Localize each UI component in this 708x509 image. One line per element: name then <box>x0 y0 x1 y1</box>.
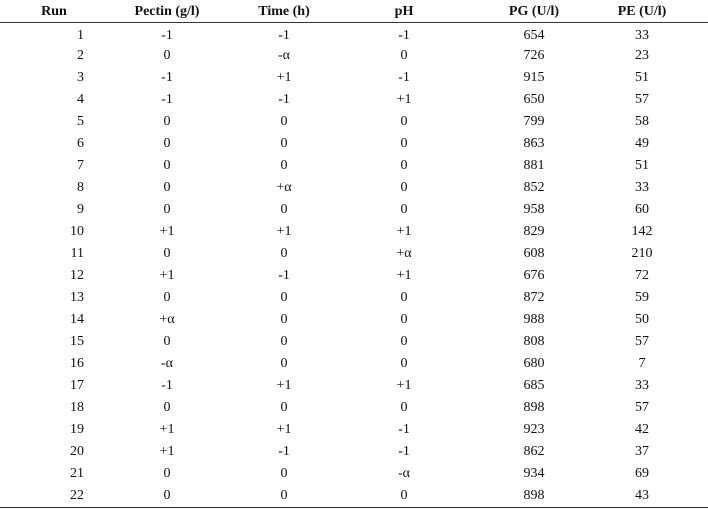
ph-cell: 0 <box>400 312 408 327</box>
time-cell: +1 <box>276 70 292 85</box>
time-cell: +1 <box>276 422 292 437</box>
pectin-cell: +1 <box>159 268 175 283</box>
pg-cell: 680 <box>523 356 545 371</box>
column-header-time: Time (h) <box>258 4 310 19</box>
pe-cell: 57 <box>635 92 649 107</box>
ph-cell: 0 <box>400 400 408 415</box>
table-row <box>0 268 708 288</box>
pg-cell: 726 <box>523 48 545 63</box>
table-row <box>0 180 708 200</box>
column-header-ph: pH <box>394 4 414 19</box>
pectin-cell: 0 <box>163 290 171 305</box>
pe-cell: 50 <box>635 312 649 327</box>
pg-cell: 934 <box>523 466 545 481</box>
pg-cell: 923 <box>523 422 545 437</box>
pg-cell: 872 <box>523 290 545 305</box>
ph-cell: 0 <box>400 48 408 63</box>
pectin-cell: -1 <box>161 28 173 43</box>
pg-cell: 863 <box>523 136 545 151</box>
pe-cell: 57 <box>635 334 649 349</box>
pe-cell: 33 <box>635 180 649 195</box>
pectin-cell: 0 <box>163 202 171 217</box>
run-cell: 9 <box>77 202 84 217</box>
ph-cell: 0 <box>400 290 408 305</box>
pe-cell: 7 <box>638 356 646 371</box>
pectin-cell: +1 <box>159 444 175 459</box>
table-row <box>0 136 708 156</box>
pe-cell: 210 <box>631 246 653 261</box>
pe-cell: 33 <box>635 378 649 393</box>
table-row <box>0 356 708 376</box>
pe-cell: 51 <box>635 158 649 173</box>
ph-cell: 0 <box>400 202 408 217</box>
run-cell: 8 <box>77 180 84 195</box>
table-row <box>0 378 708 398</box>
pg-cell: 685 <box>523 378 545 393</box>
ph-cell: 0 <box>400 136 408 151</box>
run-cell: 19 <box>70 422 84 437</box>
run-cell: 14 <box>70 312 84 327</box>
pg-cell: 608 <box>523 246 545 261</box>
time-cell: 0 <box>280 488 288 503</box>
pe-cell: 33 <box>635 28 649 43</box>
table-row <box>0 48 708 68</box>
run-cell: 16 <box>70 356 84 371</box>
run-cell: 22 <box>70 488 84 503</box>
pg-cell: 862 <box>523 444 545 459</box>
column-header-pe: PE (U/l) <box>617 4 667 19</box>
pectin-cell: 0 <box>163 48 171 63</box>
pg-cell: 881 <box>523 158 545 173</box>
run-cell: 20 <box>70 444 84 459</box>
table-row <box>0 400 708 420</box>
pg-cell: 898 <box>523 488 545 503</box>
time-cell: 0 <box>280 334 288 349</box>
pectin-cell: +1 <box>159 422 175 437</box>
ph-cell: +α <box>396 246 412 261</box>
table-row <box>0 488 708 508</box>
pe-cell: 37 <box>635 444 649 459</box>
ph-cell: 0 <box>400 488 408 503</box>
run-cell: 13 <box>70 290 84 305</box>
pe-cell: 23 <box>635 48 649 63</box>
run-cell: 11 <box>70 246 84 261</box>
run-cell: 4 <box>77 92 84 107</box>
run-cell: 2 <box>77 48 84 63</box>
pectin-cell: 0 <box>163 334 171 349</box>
time-cell: 0 <box>280 356 288 371</box>
run-cell: 18 <box>70 400 84 415</box>
run-cell: 21 <box>70 466 84 481</box>
ph-cell: +1 <box>396 92 412 107</box>
ph-cell: -1 <box>398 70 410 85</box>
table-header-row <box>0 0 708 22</box>
pectin-cell: 0 <box>163 158 171 173</box>
ph-cell: -α <box>398 466 410 481</box>
table-row <box>0 28 708 48</box>
pe-cell: 57 <box>635 400 649 415</box>
pectin-cell: -α <box>161 356 173 371</box>
time-cell: +α <box>276 180 292 195</box>
pg-cell: 676 <box>523 268 545 283</box>
run-cell: 7 <box>77 158 84 173</box>
ph-cell: -1 <box>398 444 410 459</box>
pe-cell: 142 <box>631 224 653 239</box>
pg-cell: 799 <box>523 114 545 129</box>
ph-cell: -1 <box>398 28 410 43</box>
pg-cell: 852 <box>523 180 545 195</box>
pg-cell: 898 <box>523 400 545 415</box>
pe-cell: 58 <box>635 114 649 129</box>
pe-cell: 72 <box>635 268 649 283</box>
pectin-cell: 0 <box>163 246 171 261</box>
table-row <box>0 444 708 464</box>
pg-cell: 808 <box>523 334 545 349</box>
pe-cell: 42 <box>635 422 649 437</box>
pectin-cell: +1 <box>159 224 175 239</box>
time-cell: 0 <box>280 202 288 217</box>
run-cell: 10 <box>70 224 84 239</box>
ph-cell: 0 <box>400 158 408 173</box>
pe-cell: 51 <box>635 70 649 85</box>
time-cell: -1 <box>278 28 290 43</box>
pectin-cell: -1 <box>161 378 173 393</box>
run-cell: 3 <box>77 70 84 85</box>
pe-cell: 59 <box>635 290 649 305</box>
time-cell: +1 <box>276 224 292 239</box>
time-cell: 0 <box>280 158 288 173</box>
ph-cell: 0 <box>400 180 408 195</box>
ph-cell: +1 <box>396 224 412 239</box>
column-header-pg: PG (U/l) <box>508 4 560 19</box>
table-row <box>0 158 708 178</box>
pectin-cell: 0 <box>163 136 171 151</box>
run-cell: 17 <box>70 378 84 393</box>
table-row <box>0 466 708 486</box>
pectin-cell: -1 <box>161 70 173 85</box>
time-cell: +1 <box>276 378 292 393</box>
column-header-pectin: Pectin (g/l) <box>134 4 200 19</box>
pg-cell: 650 <box>523 92 545 107</box>
table-row <box>0 92 708 112</box>
time-cell: 0 <box>280 466 288 481</box>
run-cell: 15 <box>70 334 84 349</box>
run-cell: 6 <box>77 136 84 151</box>
run-cell: 12 <box>70 268 84 283</box>
pectin-cell: 0 <box>163 114 171 129</box>
pe-cell: 69 <box>635 466 649 481</box>
time-cell: 0 <box>280 114 288 129</box>
table-row <box>0 290 708 310</box>
table-row <box>0 312 708 332</box>
table-row <box>0 246 708 266</box>
time-cell: -1 <box>278 92 290 107</box>
table-row <box>0 224 708 244</box>
ph-cell: +1 <box>396 268 412 283</box>
run-cell: 5 <box>77 114 84 129</box>
pectin-cell: 0 <box>163 466 171 481</box>
time-cell: 0 <box>280 246 288 261</box>
pe-cell: 49 <box>635 136 649 151</box>
pe-cell: 60 <box>635 202 649 217</box>
ph-cell: 0 <box>400 356 408 371</box>
pectin-cell: +α <box>159 312 175 327</box>
pectin-cell: 0 <box>163 488 171 503</box>
run-cell: 1 <box>77 28 84 43</box>
table-row <box>0 70 708 90</box>
pg-cell: 958 <box>523 202 545 217</box>
ph-cell: +1 <box>396 378 412 393</box>
time-cell: 0 <box>280 400 288 415</box>
pg-cell: 915 <box>523 70 545 85</box>
pectin-cell: 0 <box>163 400 171 415</box>
time-cell: 0 <box>280 312 288 327</box>
table-row <box>0 114 708 134</box>
ph-cell: -1 <box>398 422 410 437</box>
pg-cell: 829 <box>523 224 545 239</box>
time-cell: -1 <box>278 444 290 459</box>
bottom-rule <box>0 507 708 508</box>
table-row <box>0 422 708 442</box>
ph-cell: 0 <box>400 114 408 129</box>
table-row <box>0 334 708 354</box>
column-header-run: Run <box>41 4 67 19</box>
pe-cell: 43 <box>635 488 649 503</box>
pg-cell: 988 <box>523 312 545 327</box>
table-row <box>0 202 708 222</box>
header-rule <box>0 22 708 23</box>
time-cell: -α <box>278 48 290 63</box>
pectin-cell: 0 <box>163 180 171 195</box>
time-cell: 0 <box>280 136 288 151</box>
ph-cell: 0 <box>400 334 408 349</box>
time-cell: 0 <box>280 290 288 305</box>
pg-cell: 654 <box>523 28 545 43</box>
pectin-cell: -1 <box>161 92 173 107</box>
time-cell: -1 <box>278 268 290 283</box>
